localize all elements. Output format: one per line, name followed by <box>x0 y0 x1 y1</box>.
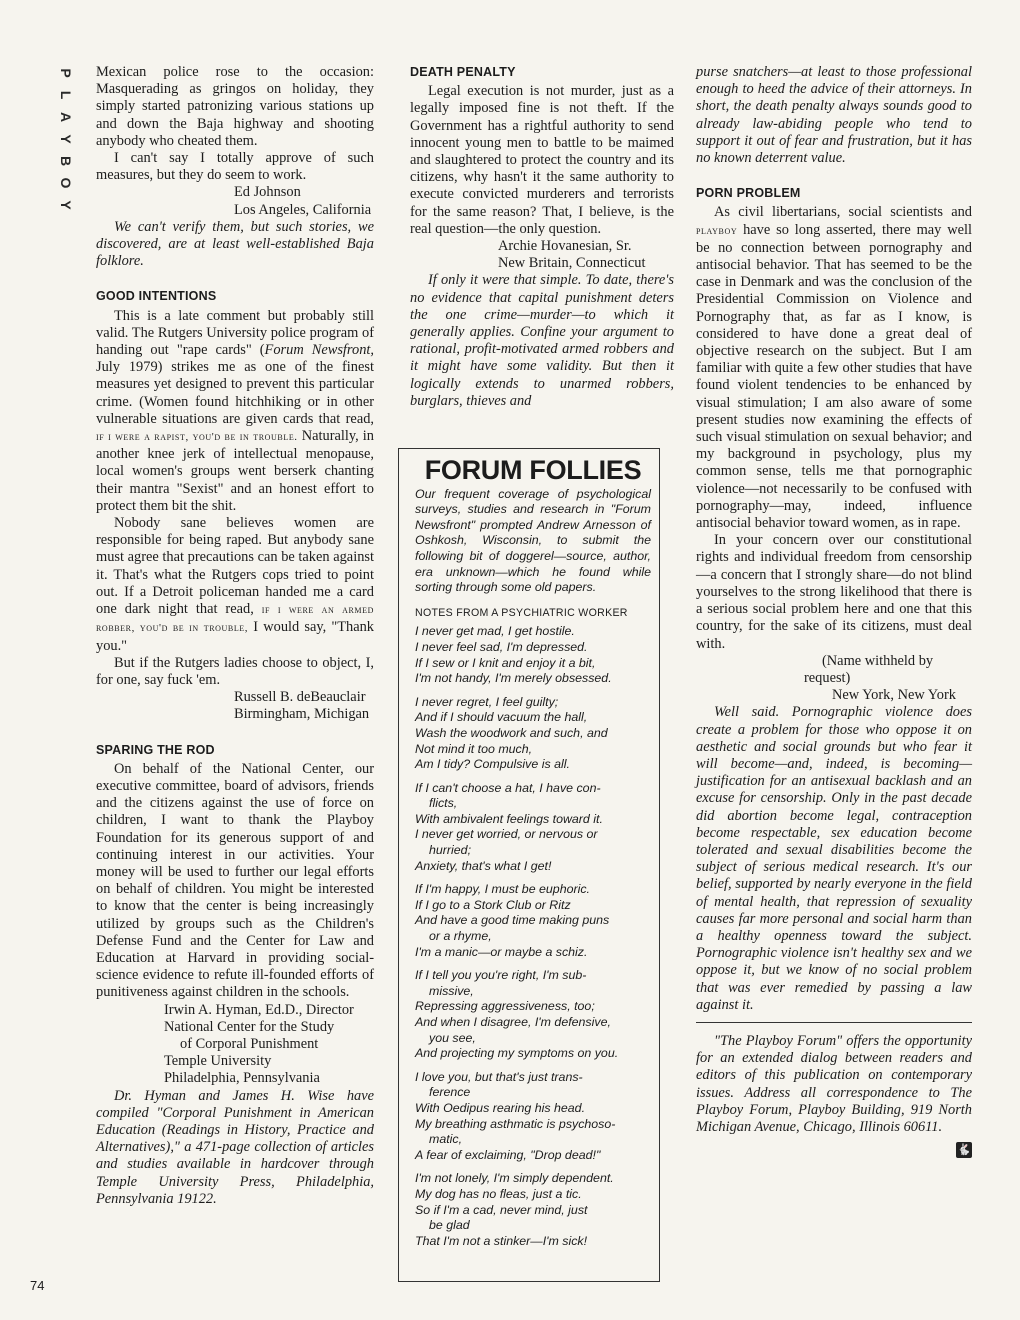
poem-line: If I tell you you're right, I'm sub- <box>415 968 587 983</box>
poem-stanza <box>415 882 651 960</box>
poem-line: If I'm happy, I must be euphoric. <box>415 882 590 897</box>
section-heading: GOOD INTENTIONS <box>96 289 217 304</box>
poem-line: If I sew or I knit and enjoy it a bit, <box>415 655 596 670</box>
page-number: 74 <box>30 1278 45 1293</box>
poem-stanza <box>415 968 651 1062</box>
signature-place: New Britain, Connecticut <box>498 255 646 272</box>
letter-paragraph: Mexican police rose to the occasion: Masquerading as gringos on holiday, they simply started patronizing various stations up and down the Baja highway and shooting anybody who cheated them. <box>96 64 374 149</box>
small-caps-text: playboy <box>696 224 738 237</box>
poem-line: That I'm not a stinker—I'm sick! <box>415 1233 588 1248</box>
signature-name: Archie Hovanesian, Sr. <box>498 238 632 255</box>
poem-line: So if I'm a cad, never mind, just <box>415 1202 588 1217</box>
letter-paragraph: Legal execution is not murder, just as a legally imposed fine is not theft. If the Government has a rightful authority to send innocent young men to battle to be maimed and slaughtered to protect the country and its citizens, why hasn't it the same authority to execute convicted murderers and terrorists for the same reason? That, I believe, is the real question—the only question. <box>410 83 674 237</box>
box-title: FORUM FOLLIES <box>424 455 642 485</box>
poem-line: If I go to a Stork Club or Ritz <box>415 897 571 912</box>
poem-line: or a rhyme, <box>429 929 492 944</box>
poem-line: Am I tidy? Compulsive is all. <box>415 757 570 772</box>
poem-line: be glad <box>429 1218 470 1233</box>
letter-paragraph: Nobody sane believes women are responsible for being raped. But anybody sane must agree that precautions can be taken against it. That's what the Rutgers cops tried to point out. If a Detroit policeman handed me a card one dark night that read, if i were an armed robber, you'd be in trouble, I would say, "Thank you." <box>96 515 374 654</box>
poem-line: With ambivalent feelings toward it. <box>415 811 603 826</box>
poem-line: If I can't choose a hat, I have con- <box>415 780 601 795</box>
signature-line: Irwin A. Hyman, Ed.D., Director <box>164 1001 354 1018</box>
poem-line: I never regret, I feel guilty; <box>415 694 559 709</box>
poem-body <box>415 624 651 1249</box>
italic-citation: Forum Newsfront, <box>264 342 374 359</box>
poem-line: Wash the woodwork and such, and <box>415 725 608 740</box>
small-caps-text: if i were a rapist, you'd be in trouble. <box>96 431 298 444</box>
signature-line: (Name withheld by request) <box>804 652 934 686</box>
running-head-letter: B <box>58 155 74 167</box>
letter-paragraph: But if the Rutgers ladies choose to object, I, for one, say fuck 'em. <box>96 654 374 688</box>
small-caps-text: if i were an armed robber, you'd be in trouble, <box>96 604 374 635</box>
signature-name: Ed Johnson <box>234 184 301 201</box>
poem-line: My dog has no fleas, just a tic. <box>415 1186 582 1201</box>
poem-line: I never feel sad, I'm depressed. <box>415 639 588 654</box>
poem-stanza <box>415 781 651 875</box>
poem-line: And if I should vacuum the hall, <box>415 710 588 725</box>
letter-paragraph: This is a late comment but probably still valid. The Rutgers University police program of handing out "rape cards" (Forum Newsfront, July 1979) strikes me as one of the finest measures yet designed to prevent this particular crime. (Women found hitchhiking or in other vulnerable situations are given cards that read, if i were a rapist, you'd be in trouble. Naturally, in another knee jerk of intellectual menopause, local women's groups went berserk chanting their mantra "Sexist" and an honest effort to protect them bit the shit. <box>96 307 375 514</box>
section-heading: PORN PROBLEM <box>696 186 801 201</box>
signature-line: National Center for the Study <box>164 1018 335 1035</box>
column-right <box>696 64 972 1158</box>
poem-line: you see, <box>429 1030 476 1045</box>
column-middle <box>410 64 674 410</box>
running-head-vertical <box>56 62 76 216</box>
poem-line: I love you, but that's just trans- <box>415 1069 583 1084</box>
signature-line: New York, New York <box>832 687 956 704</box>
editor-reply: Dr. Hyman and James H. Wise have compiled "Corporal Punishment in American Education (Readings in History, Practice and Alternatives)," a 471-page collection of articles and studies available in hardcover through Temple University Press, Philadelphia, Pennsylvania 19122. <box>96 1087 374 1207</box>
letter-paragraph: In your concern over our constitutional rights and individual freedom from censorship—a concern that I strongly share—do not blind yourselves to the strong likelihood that there is a serious social problem here and one that this country, for the sake of its citizens, must deal with. <box>696 532 972 652</box>
signature-line: Temple University <box>164 1053 272 1070</box>
forum-note: "The Playboy Forum" offers the opportunity for an extended dialog between readers and editors of this publication on contemporary issues. Address all correspondence to The Playboy Forum, Playboy Building, 919 North Michigan Avenue, Chicago, Illinois 60611. <box>696 1032 972 1135</box>
editor-reply: Well said. Pornographic violence does create a problem for those who oppose it on aesthetic and social grounds but who fear it will become—and, indeed, is becoming—justification for an antisexual backlash and an excuse for censorship. Only in the past decade did abortion become legal, contraception become respectable, sex education become tolerated and sexual disabilities become the subject of serious medical research. It's our belief, supported by nearly everyone in the field of mental health, that repression of sexuality causes far more personal and social harm than a healthy openness toward the subject. Pornographic violence isn't healthy sex and we oppose it, but we know of no social problem that was ever remedied by passing a law against it. <box>696 704 972 1013</box>
poem-line: Not mind it too much, <box>415 741 533 756</box>
running-head-letter: P <box>58 68 74 78</box>
running-head-letter: Y <box>58 200 74 210</box>
letter-paragraph: On behalf of the National Center, our executive committee, board of advisors, friends and the citizens against the use of force on children, I want to thank the Playboy Foundation for its generous support of and continuing interest in our activities. Your money will be used to further our legal efforts on behalf of children. You might be interested to know that the center is being increasingly utilized by groups such as the Children's Defense Fund and the Center for Law and Education at Harvard in providing social-science evidence to refute ill-founded efforts of punitiveness against children in the schools. <box>96 760 374 1001</box>
poem-stanza <box>415 695 651 773</box>
divider-rule <box>696 1022 972 1023</box>
running-head-letter: L <box>58 90 74 100</box>
poem-line: I never get worried, or nervous or <box>415 827 598 842</box>
poem-line: matic, <box>429 1132 463 1147</box>
forum-follies-box <box>398 448 660 1282</box>
poem-line: Anxiety, that's what I get! <box>415 858 552 873</box>
poem-line: My breathing asthmatic is psychoso- <box>415 1116 616 1131</box>
playboy-bunny-icon: 🐇 <box>957 1144 971 1157</box>
section-heading: DEATH PENALTY <box>410 65 516 79</box>
editor-reply: If only it were that simple. To date, there's no evidence that capital punishment deters the one crime—murder—to which it generally applies. Confine your argument to rational, profit-motivated armed robbers and it might have some validity. But then it logically extends to unarmed robbers, burglars, thieves and <box>410 272 674 409</box>
poem-line: ference <box>429 1085 471 1100</box>
signature-name: Russell B. deBeauclair <box>234 689 366 706</box>
editor-reply: We can't verify them, but such stories, we discovered, are at least well-established Baja folklore. <box>96 218 374 270</box>
poem-line: I'm not handy, I'm merely obsessed. <box>415 671 612 686</box>
signature-place: Birmingham, Michigan <box>234 706 370 723</box>
poem-line: And when I disagree, I'm defensive, <box>415 1015 611 1029</box>
letter-paragraph: I can't say I totally approve of such measures, but they do seem to work. <box>96 150 374 184</box>
poem-line: hurried; <box>429 843 472 858</box>
signature-line: Philadelphia, Pennsylvania <box>164 1070 320 1087</box>
poem-stanza <box>415 624 651 686</box>
poem-line: Repressing aggressiveness, too; <box>415 999 595 1014</box>
poem-line: And projecting my symptoms on you. <box>415 1046 619 1061</box>
poem-line: I'm a manic—or maybe a schiz. <box>415 944 588 959</box>
signature-place: Los Angeles, California <box>234 201 372 218</box>
poem-line: flicts, <box>429 796 458 811</box>
signature-line: of Corporal Punishment <box>180 1035 319 1052</box>
poem-stanza <box>415 1171 651 1249</box>
poem-line: missive, <box>429 983 474 998</box>
running-head-letter: O <box>58 177 74 189</box>
poem-stanza <box>415 1070 651 1164</box>
poem-line: And have a good time making puns <box>415 913 610 928</box>
running-head-letter: Y <box>58 134 74 144</box>
poem-line: With Oedipus rearing his head. <box>415 1100 586 1115</box>
poem-title: NOTES FROM A PSYCHIATRIC WORKER <box>415 606 628 619</box>
poem-line: I never get mad, I get hostile. <box>415 624 575 639</box>
letter-paragraph: As civil libertarians, social scientists and playboy have so long asserted, there may well be no connection between pornography and antisocial behavior. That has seemed to be the case in Denmark and was the conclusion of the Presidential Commission on Violence and Pornography that, as far as I know, is considered to have done a great deal of objective research on the subject. But I am familiar with quite a few other studies that have found violent tendencies to be enhanced by visual stimulation; I am also aware of some present studies now examining the effects of such visual stimulation on sexual behavior; and my background in psychology, plus my common sense, tells me that pornographic violence—not necessarily to be confused with pornography—may, indeed, influence antisocial behavior toward women, as in rape. <box>696 204 972 532</box>
poem-line: I'm not lonely, I'm simply dependent. <box>415 1171 614 1186</box>
editor-reply: purse snatchers—at least to those professional enough to heed the advice of their attorneys. In short, the death penalty always sounds good to already law-abiding people who tend to support it out of fear and frustration, but it has no known deterrent value. <box>696 64 972 167</box>
box-intro: Our frequent coverage of psychological surveys, studies and research in "Forum Newsfront" prompted Andrew Arnesson of Oshkosh, Wisconsin, to submit the following bit of doggerel—source, author, era unknown—which he found while sorting through some old papers. <box>415 486 651 595</box>
section-heading: SPARING THE ROD <box>96 742 215 757</box>
running-head-letter: A <box>58 111 74 123</box>
column-left <box>96 64 374 1208</box>
poem-line: A fear of exclaiming, "Drop dead!" <box>415 1147 601 1162</box>
